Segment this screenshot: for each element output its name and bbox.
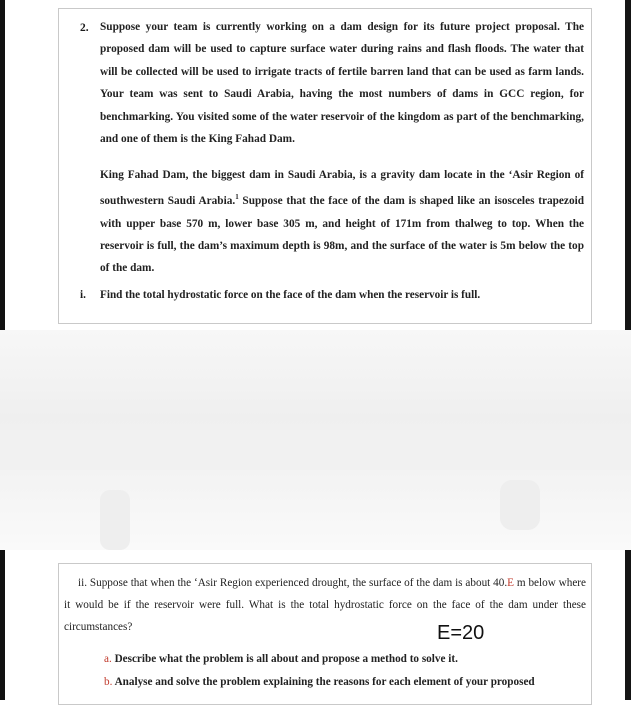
part-i-text: Find the total hydrostatic force on the face of the dam when the reservoir is full. [100, 289, 481, 301]
item-a [104, 653, 458, 665]
blur-shade [0, 430, 631, 470]
blur-shade [500, 480, 540, 530]
part-ii-after: m below where it would be if the reservoir were full. What is the total hydrostatic force on the face of the dam under these circumstances? [64, 577, 586, 633]
blur-shade [100, 490, 130, 550]
item-a-label: a. [104, 653, 112, 665]
dam-text-before: King Fahad Dam, the biggest dam in Saudi Arabia, is a gravity dam locate in the ‘Asir Region of southwestern Saudi Arabia. [100, 169, 584, 208]
item-b [104, 676, 535, 688]
item-b-label: b. [104, 676, 113, 688]
dam-description [100, 164, 584, 280]
part-ii-before: ii. Suppose that when the ‘Asir Region experienced drought, the surface of the dam is about 40. [78, 577, 508, 589]
item-b-text: Analyse and solve the problem explaining the reasons for each element of your proposed [114, 676, 535, 688]
part-ii-highlight: E [507, 577, 514, 589]
blurred-region [0, 330, 631, 550]
dam-text-after: Suppose that the face of the dam is shaped like an isosceles trapezoid with upper base 570 m, lower base 305 m, and height of 171m from thalweg to top. When the reservoir is full, the dam’s maximum depth is 98m, and the surface of the water is 5m below the top of the dam. [100, 195, 585, 275]
part-i-number: i. [80, 289, 86, 301]
e-value-annotation: E=20 [437, 622, 485, 644]
item-a-text: Describe what the problem is all about and propose a method to solve it. [114, 653, 458, 665]
part-ii-text [64, 572, 586, 638]
footnote-mark: 1 [235, 193, 239, 202]
question-number: 2. [80, 22, 89, 34]
question-intro: Suppose your team is currently working on a dam design for its future project proposal. The proposed dam will be used to capture surface water during rains and flash floods. The water that will be collected will be used to irrigate tracts of fertile barren land that can be used as farm lands. Your team was sent to Saudi Arabia, having the most numbers of dams in GCC region, for benchmarking. You visited some of the water reservoir of the kingdom as part of the benchmarking, and one of them is the King Fahad Dam. [100, 21, 584, 146]
